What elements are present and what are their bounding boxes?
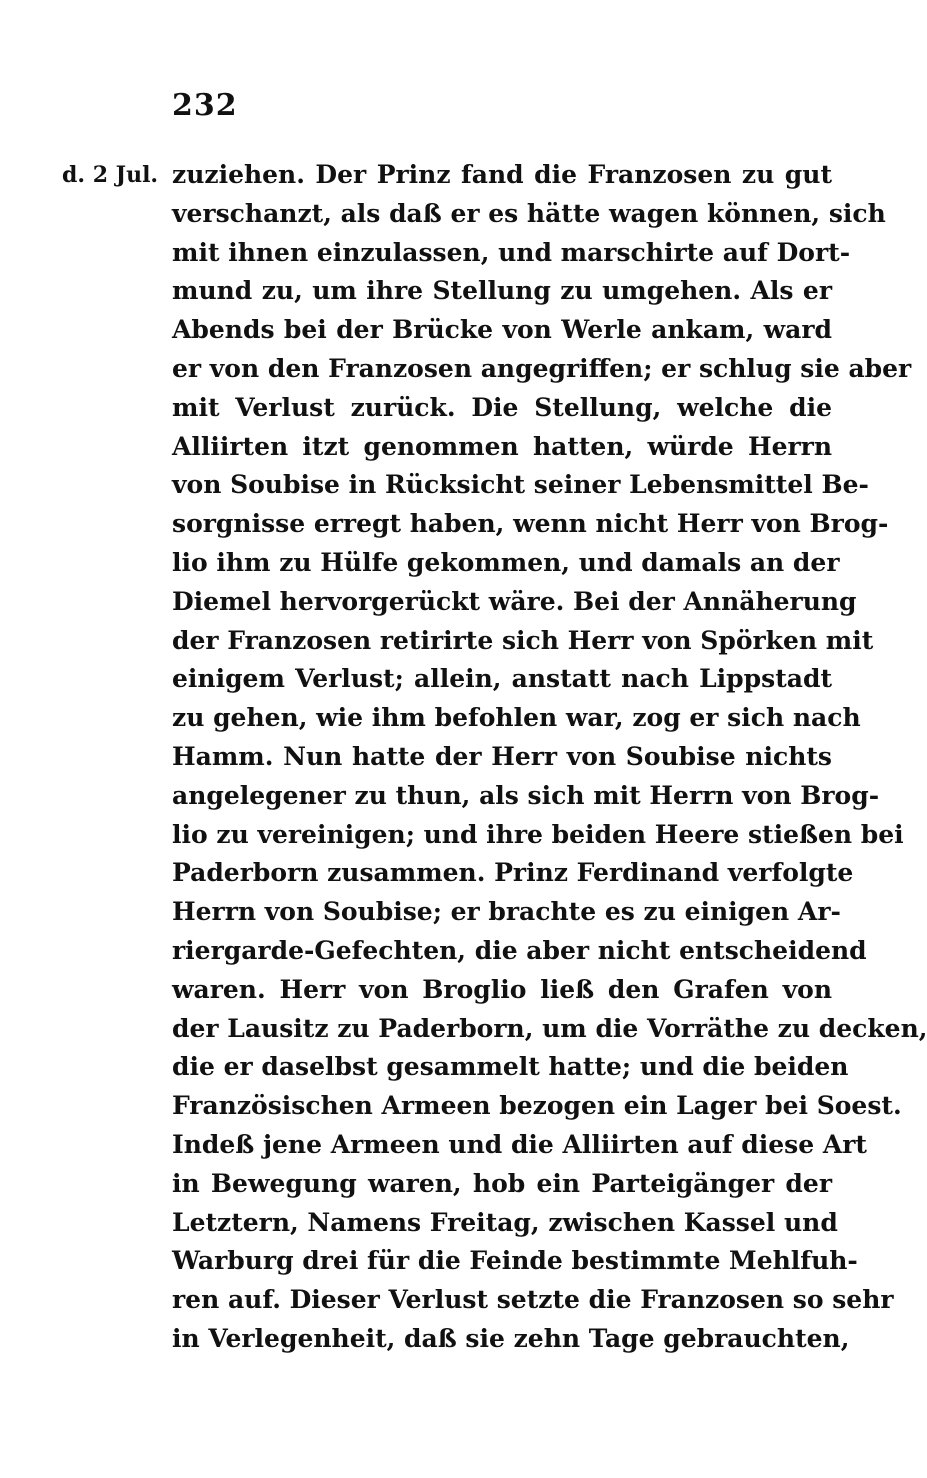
text-line: Warburg drei für die Feinde bestimmte Mehlfuh- [172,1246,858,1276]
text-line: lio zu vereinigen; und ihre beiden Heere stießen bei [172,819,904,849]
text-line: einigem Verlust; allein, anstatt nach Lippstadt [172,664,832,694]
text-line: zuziehen. Der Prinz fand die Franzosen zu gut [172,160,832,189]
text-line: Hamm. Nun hatte der Herr von Soubise nichts [172,741,832,771]
text-line: mit ihnen einzulassen, und marschirte auf Dort- [172,237,851,267]
text-line: riergarde-Gefechten, die aber nicht entscheidend [172,935,867,965]
text-line: verschanzt, als daß er es hätte wagen können, sich [172,198,886,228]
text-line: Herrn von Soubise; er brachte es zu einigen Ar- [172,897,841,927]
text-line: mund zu, um ihre Stellung zu umgehen. Als er [172,276,832,306]
text-line: die er daselbst gesammelt hatte; und die beiden [172,1052,849,1082]
text-line: Abends bei der Brücke von Werle ankam, ward [172,315,832,345]
text-line: der Franzosen retirirte sich Herr von Spörken mit [172,625,874,655]
text-line: von Soubise in Rücksicht seiner Lebensmittel Be- [172,470,869,500]
text-line: ren auf. Dieser Verlust setzte die Franzosen so sehr [172,1285,894,1315]
text-line: in Verlegenheit, daß sie zehn Tage gebrauchten, [172,1323,850,1353]
text-line: Diemel hervorgerückt wäre. Bei der Annäherung [172,586,857,616]
text-line: Indeß jene Armeen und die Alliirten auf diese Art [172,1129,867,1159]
text-line: Letztern, Namens Freitag, zwischen Kassel und [172,1207,838,1237]
body-text [172,156,927,1359]
text-line: Alliirten itzt genommen hatten, würde Herrn [172,431,832,461]
text-line: angelegener zu thun, als sich mit Herrn von Brog- [172,780,880,810]
text-line: waren. Herr von Broglio ließ den Grafen von [172,974,832,1004]
text-line: mit Verlust zurück. Die Stellung, welche die [172,392,832,422]
page-number: 232 [172,88,238,123]
margin-date-note: d. 2 Jul. [62,162,159,188]
text-line: er von den Franzosen angegriffen; er schlug sie aber [172,353,912,383]
text-line: Französischen Armeen bezogen ein Lager bei Soest. [172,1091,902,1121]
text-line: in Bewegung waren, hob ein Parteigänger der [172,1168,832,1198]
text-line: sorgnisse erregt haben, wenn nicht Herr von Brog- [172,509,889,539]
text-line: Paderborn zusammen. Prinz Ferdinand verfolgte [172,858,854,888]
text-line: lio ihm zu Hülfe gekommen, und damals an der [172,547,840,577]
text-line: zu gehen, wie ihm befohlen war, zog er sich nach [172,703,861,733]
text-line: der Lausitz zu Paderborn, um die Vorräthe zu decken, [172,1013,927,1043]
